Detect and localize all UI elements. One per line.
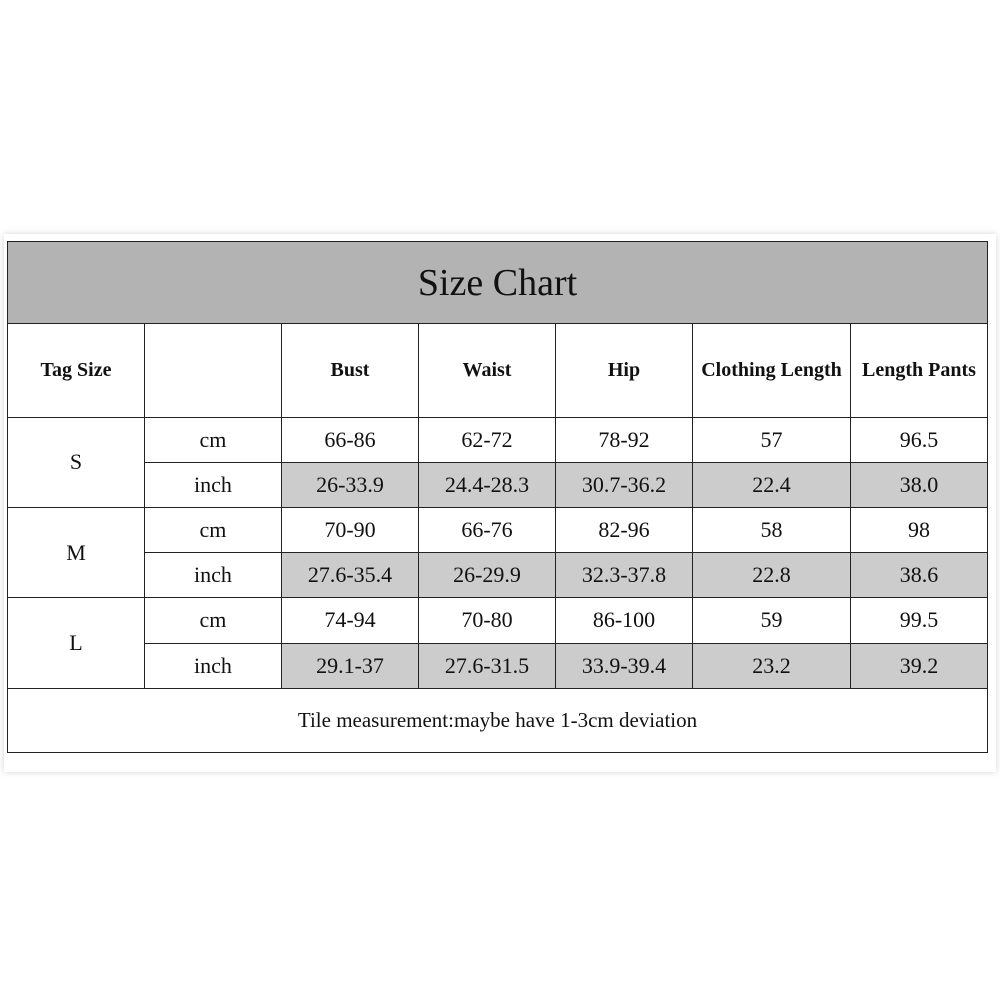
- hip-cell: 78-92: [556, 417, 693, 462]
- header-unit: [145, 324, 282, 417]
- header-length-pants: Length Pants: [851, 324, 988, 417]
- unit-cell: inch: [145, 643, 282, 688]
- chart-title: Size Chart: [8, 242, 988, 324]
- clothing-length-cell: 58: [693, 508, 851, 553]
- header-waist: Waist: [419, 324, 556, 417]
- waist-cell: 27.6-31.5: [419, 643, 556, 688]
- bust-cell: 70-90: [282, 508, 419, 553]
- clothing-length-cell: 59: [693, 598, 851, 643]
- waist-cell: 70-80: [419, 598, 556, 643]
- table-row: [8, 508, 988, 553]
- clothing-length-cell: 57: [693, 417, 851, 462]
- waist-cell: 62-72: [419, 417, 556, 462]
- hip-cell: 86-100: [556, 598, 693, 643]
- unit-cell: cm: [145, 417, 282, 462]
- bust-cell: 26-33.9: [282, 462, 419, 507]
- header-tag-size: Tag Size: [8, 324, 145, 417]
- unit-cell: inch: [145, 553, 282, 598]
- hip-cell: 32.3-37.8: [556, 553, 693, 598]
- table-row: [8, 643, 988, 688]
- unit-cell: cm: [145, 598, 282, 643]
- header-clothing-length: Clothing Length: [693, 324, 851, 417]
- measurement-note: Tile measurement:maybe have 1-3cm deviation: [8, 688, 988, 752]
- waist-cell: 26-29.9: [419, 553, 556, 598]
- hip-cell: 82-96: [556, 508, 693, 553]
- table-row: [8, 462, 988, 507]
- waist-cell: 66-76: [419, 508, 556, 553]
- bust-cell: 74-94: [282, 598, 419, 643]
- length-pants-cell: 38.0: [851, 462, 988, 507]
- unit-cell: cm: [145, 508, 282, 553]
- header-row: [8, 324, 988, 417]
- bust-cell: 66-86: [282, 417, 419, 462]
- length-pants-cell: 39.2: [851, 643, 988, 688]
- size-chart-table: [7, 241, 988, 753]
- clothing-length-cell: 23.2: [693, 643, 851, 688]
- bust-cell: 27.6-35.4: [282, 553, 419, 598]
- length-pants-cell: 99.5: [851, 598, 988, 643]
- header-bust: Bust: [282, 324, 419, 417]
- size-label: L: [8, 598, 145, 688]
- size-label: M: [8, 508, 145, 598]
- length-pants-cell: 38.6: [851, 553, 988, 598]
- hip-cell: 30.7-36.2: [556, 462, 693, 507]
- table-row: [8, 417, 988, 462]
- size-label: S: [8, 417, 145, 507]
- length-pants-cell: 96.5: [851, 417, 988, 462]
- table-row: [8, 598, 988, 643]
- table-row: [8, 553, 988, 598]
- clothing-length-cell: 22.8: [693, 553, 851, 598]
- bust-cell: 29.1-37: [282, 643, 419, 688]
- waist-cell: 24.4-28.3: [419, 462, 556, 507]
- unit-cell: inch: [145, 462, 282, 507]
- hip-cell: 33.9-39.4: [556, 643, 693, 688]
- clothing-length-cell: 22.4: [693, 462, 851, 507]
- header-hip: Hip: [556, 324, 693, 417]
- length-pants-cell: 98: [851, 508, 988, 553]
